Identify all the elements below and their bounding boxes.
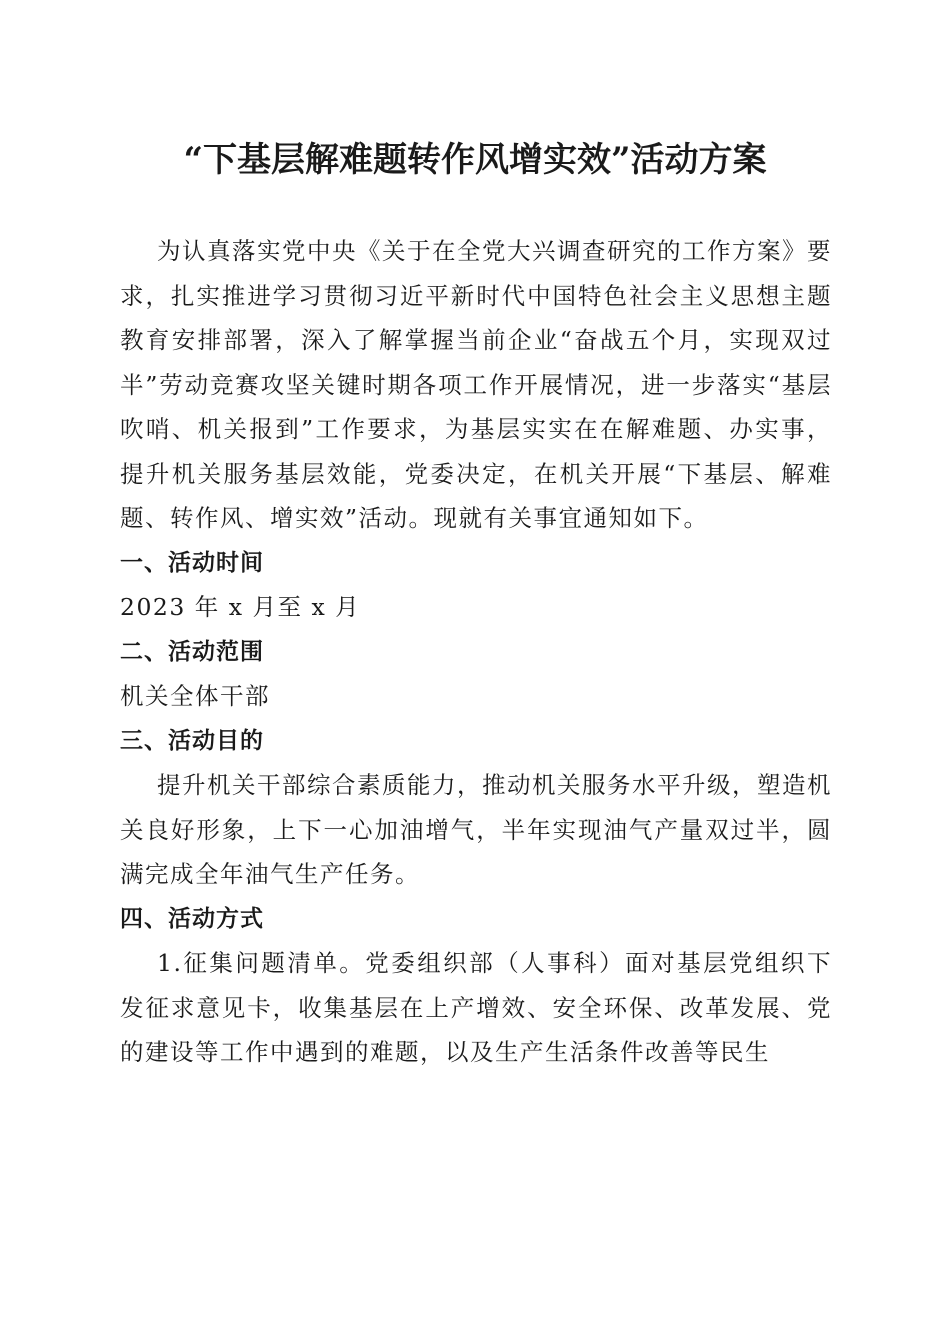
section-heading-method: 四、活动方式 [120, 905, 264, 932]
section-content-scope: 机关全体干部 [120, 682, 270, 710]
section-content-method: 1.征集问题清单。党委组织部（人事科）面对基层党组织下发征求意见卡，收集基层在上产增效、安全环保、改革发展、党的建设等工作中遇到的难题，以及生产生活条件改善等民生 [120, 949, 832, 1066]
document-title: “下基层解难题转作风增实效”活动方案 [183, 140, 767, 180]
section-content-purpose: 提升机关干部综合素质能力，推动机关服务水平升级，塑造机关良好形象，上下一心加油增气，半年实现油气产量双过半，圆满完成全年油气生产任务。 [120, 771, 832, 888]
section-heading-time: 一、活动时间 [120, 549, 264, 576]
intro-paragraph: 为认真落实党中央《关于在全党大兴调查研究的工作方案》要求，扎实推进学习贯彻习近平新时代中国特色社会主义思想主题教育安排部署，深入了解掌握当前企业“奋战五个月，实现双过半”劳动竞赛攻坚关键时期各项工作开展情况，进一步落实“基层吹哨、机关报到”工作要求，为基层实实在在解难题、办实事，提升机关服务基层效能，党委决定，在机关开展“下基层、解难题、转作风、增实效”活动。现就有关事宜通知如下。 [120, 237, 832, 532]
section-heading-purpose: 三、活动目的 [120, 727, 264, 754]
section-content-time: 2023 年 x 月至 x 月 [120, 593, 361, 621]
section-heading-scope: 二、活动范围 [120, 638, 264, 665]
document-body [120, 229, 832, 1075]
